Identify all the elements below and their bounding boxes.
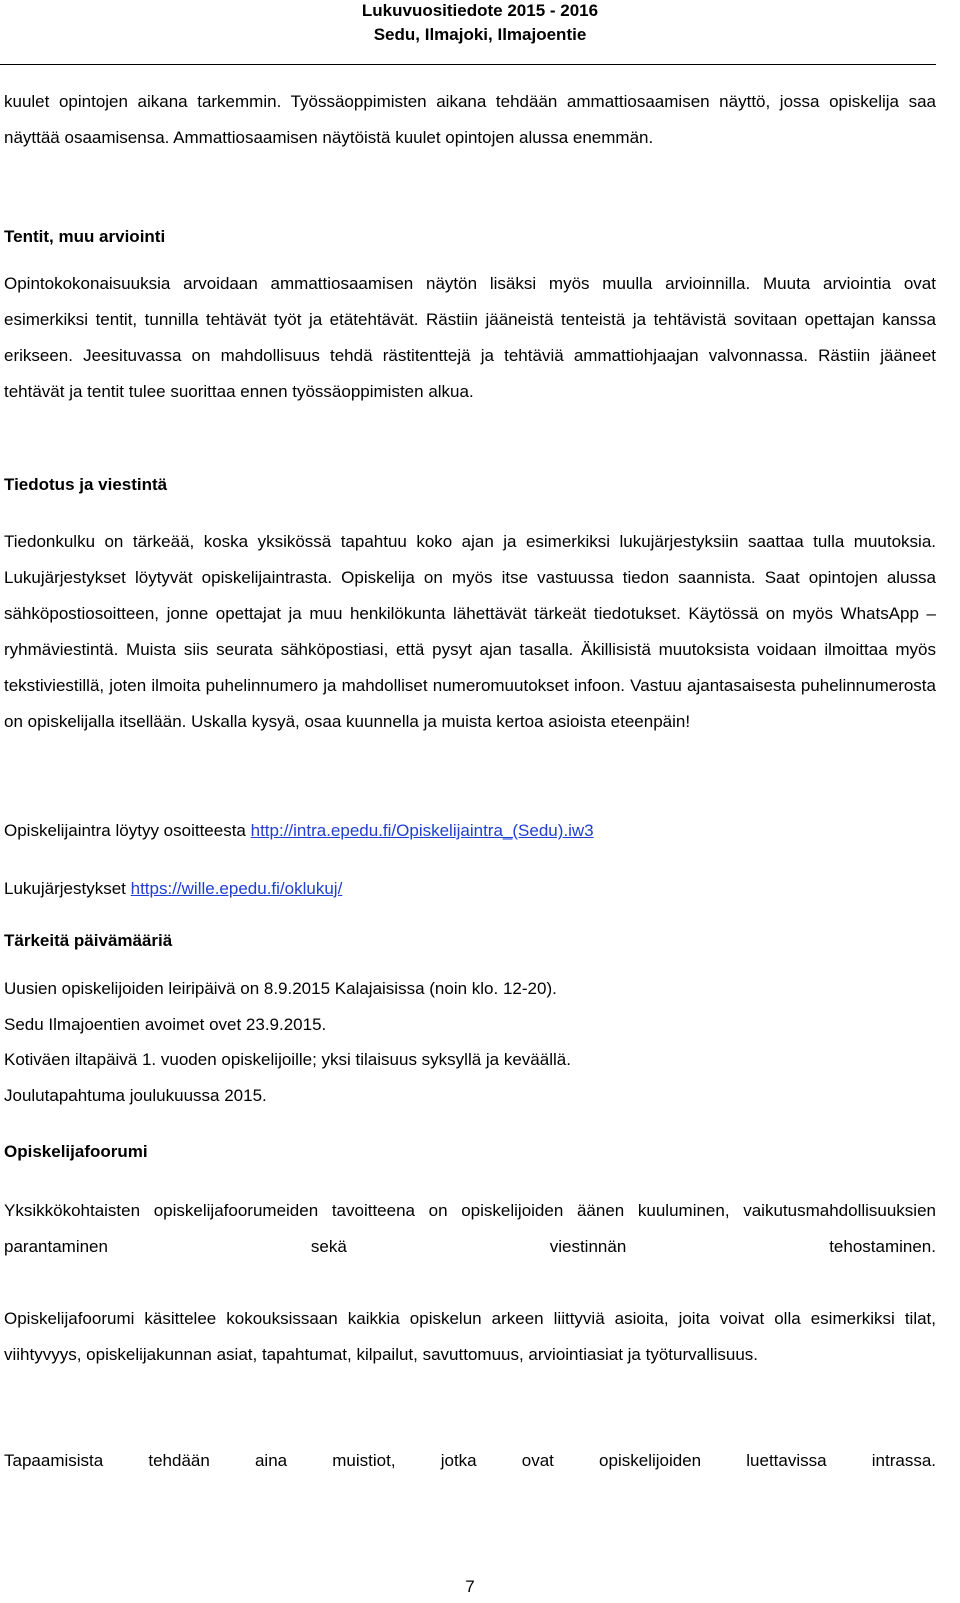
intra-link-label: Opiskelijaintra löytyy osoitteesta	[4, 821, 251, 840]
forum-paragraph-2: Opiskelijafoorumi käsittelee kokouksissaan kaikkia opiskelun arkeen liittyviä asioita, joita voivat olla esimerkiksi tilat, viihtyvyys, opiskelijakunnan asiat, tapahtumat, kilpailut, savuttomuus, arviointiasiat ja työturvallisuus.	[4, 1309, 936, 1364]
forum-heading: Opiskelijafoorumi	[4, 1142, 148, 1161]
document-title: Lukuvuositiedote 2015 - 2016	[361, 1, 599, 20]
intro-paragraph: kuulet opintojen aikana tarkemmin. Työssäoppimisten aikana tehdään ammattiosaamisen näyttö, jossa opiskelija saa näyttää osaamisensa. Ammattiosaamisen näytöistä kuulet opintojen alussa enemmän.	[4, 92, 936, 147]
dates-heading: Tärkeitä päivämääriä	[4, 931, 173, 950]
lukujarjestykset-link-line	[4, 878, 342, 900]
date-item: Uusien opiskelijoiden leiripäivä on 8.9.2015 Kalajaisissa (noin klo. 12-20).	[4, 979, 557, 998]
document-subtitle: Sedu, Ilmajoki, Ilmajoentie	[373, 25, 587, 44]
forum-paragraph-3: Tapaamisista tehdään aina muistiot, jotka ovat opiskelijoiden luettavissa intrassa.	[4, 1451, 936, 1470]
intra-link[interactable]: http://intra.epedu.fi/Opiskelijaintra_(Sedu).iw3	[250, 821, 594, 840]
lukujarjestykset-link[interactable]: https://wille.epedu.fi/oklukuj/	[130, 879, 343, 898]
tiedotus-paragraph: Tiedonkulku on tärkeää, koska yksikössä tapahtuu koko ajan ja esimerkiksi lukujärjestyksiin saattaa tulla muutoksia. Lukujärjestykset löytyvät opiskelijaintrasta. Opiskelija on myös itse vastuussa tiedon saannista. Saat opintojen alussa sähköpostiosoitteen, jonne opettajat ja muu henkilökunta lähettävät tärkeät tiedotukset. Käytössä on myös WhatsApp –ryhmäviestintä. Muista siis seurata sähköpostiasi, että pysyt ajan tasalla. Äkillisistä muutoksista voidaan ilmoittaa myös tekstiviestillä, joten ilmoita puhelinnumero ja mahdolliset numeromuutokset infoon. Vastuu ajantasaisesta puhelinnumerosta on opiskelijalla itsellään. Uskalla kysyä, osaa kuunnella ja muista kertoa asioista eteenpäin!	[4, 532, 936, 731]
tentit-heading: Tentit, muu arviointi	[4, 227, 166, 246]
tentit-paragraph: Opintokokonaisuuksia arvoidaan ammattiosaamisen näytön lisäksi myös muulla arvioinnilla. Muuta arviointia ovat esimerkiksi tentit, tunnilla tehtävät työt ja etätehtävät. Rästiin jääneistä tenteistä ja tehtävistä sovitaan opettajan kanssa erikseen. Jeesituvassa on mahdollisuus tehdä rästitenttejä ja tehtäviä ammattiohjaajan valvonnassa. Rästiin jääneet tehtävät ja tentit tulee suorittaa ennen työssäoppimisten alkua.	[4, 274, 936, 401]
tiedotus-heading: Tiedotus ja viestintä	[4, 475, 168, 494]
lukujarjestykset-link-label: Lukujärjestykset	[4, 879, 131, 898]
date-item: Joulutapahtuma joulukuussa 2015.	[4, 1086, 267, 1105]
forum-paragraph-1: Yksikkökohtaisten opiskelijafoorumeiden tavoitteena on opiskelijoiden äänen kuuluminen, vaikutusmahdollisuuksien parantaminen sekä viestinnän tehostaminen.	[4, 1201, 936, 1256]
intra-link-line	[4, 820, 594, 842]
header-divider	[0, 64, 936, 65]
page-number: 7	[465, 1577, 475, 1596]
date-item: Sedu Ilmajoentien avoimet ovet 23.9.2015.	[4, 1015, 327, 1034]
date-item: Kotiväen iltapäivä 1. vuoden opiskelijoille; yksi tilaisuus syksyllä ja keväällä.	[4, 1050, 571, 1069]
